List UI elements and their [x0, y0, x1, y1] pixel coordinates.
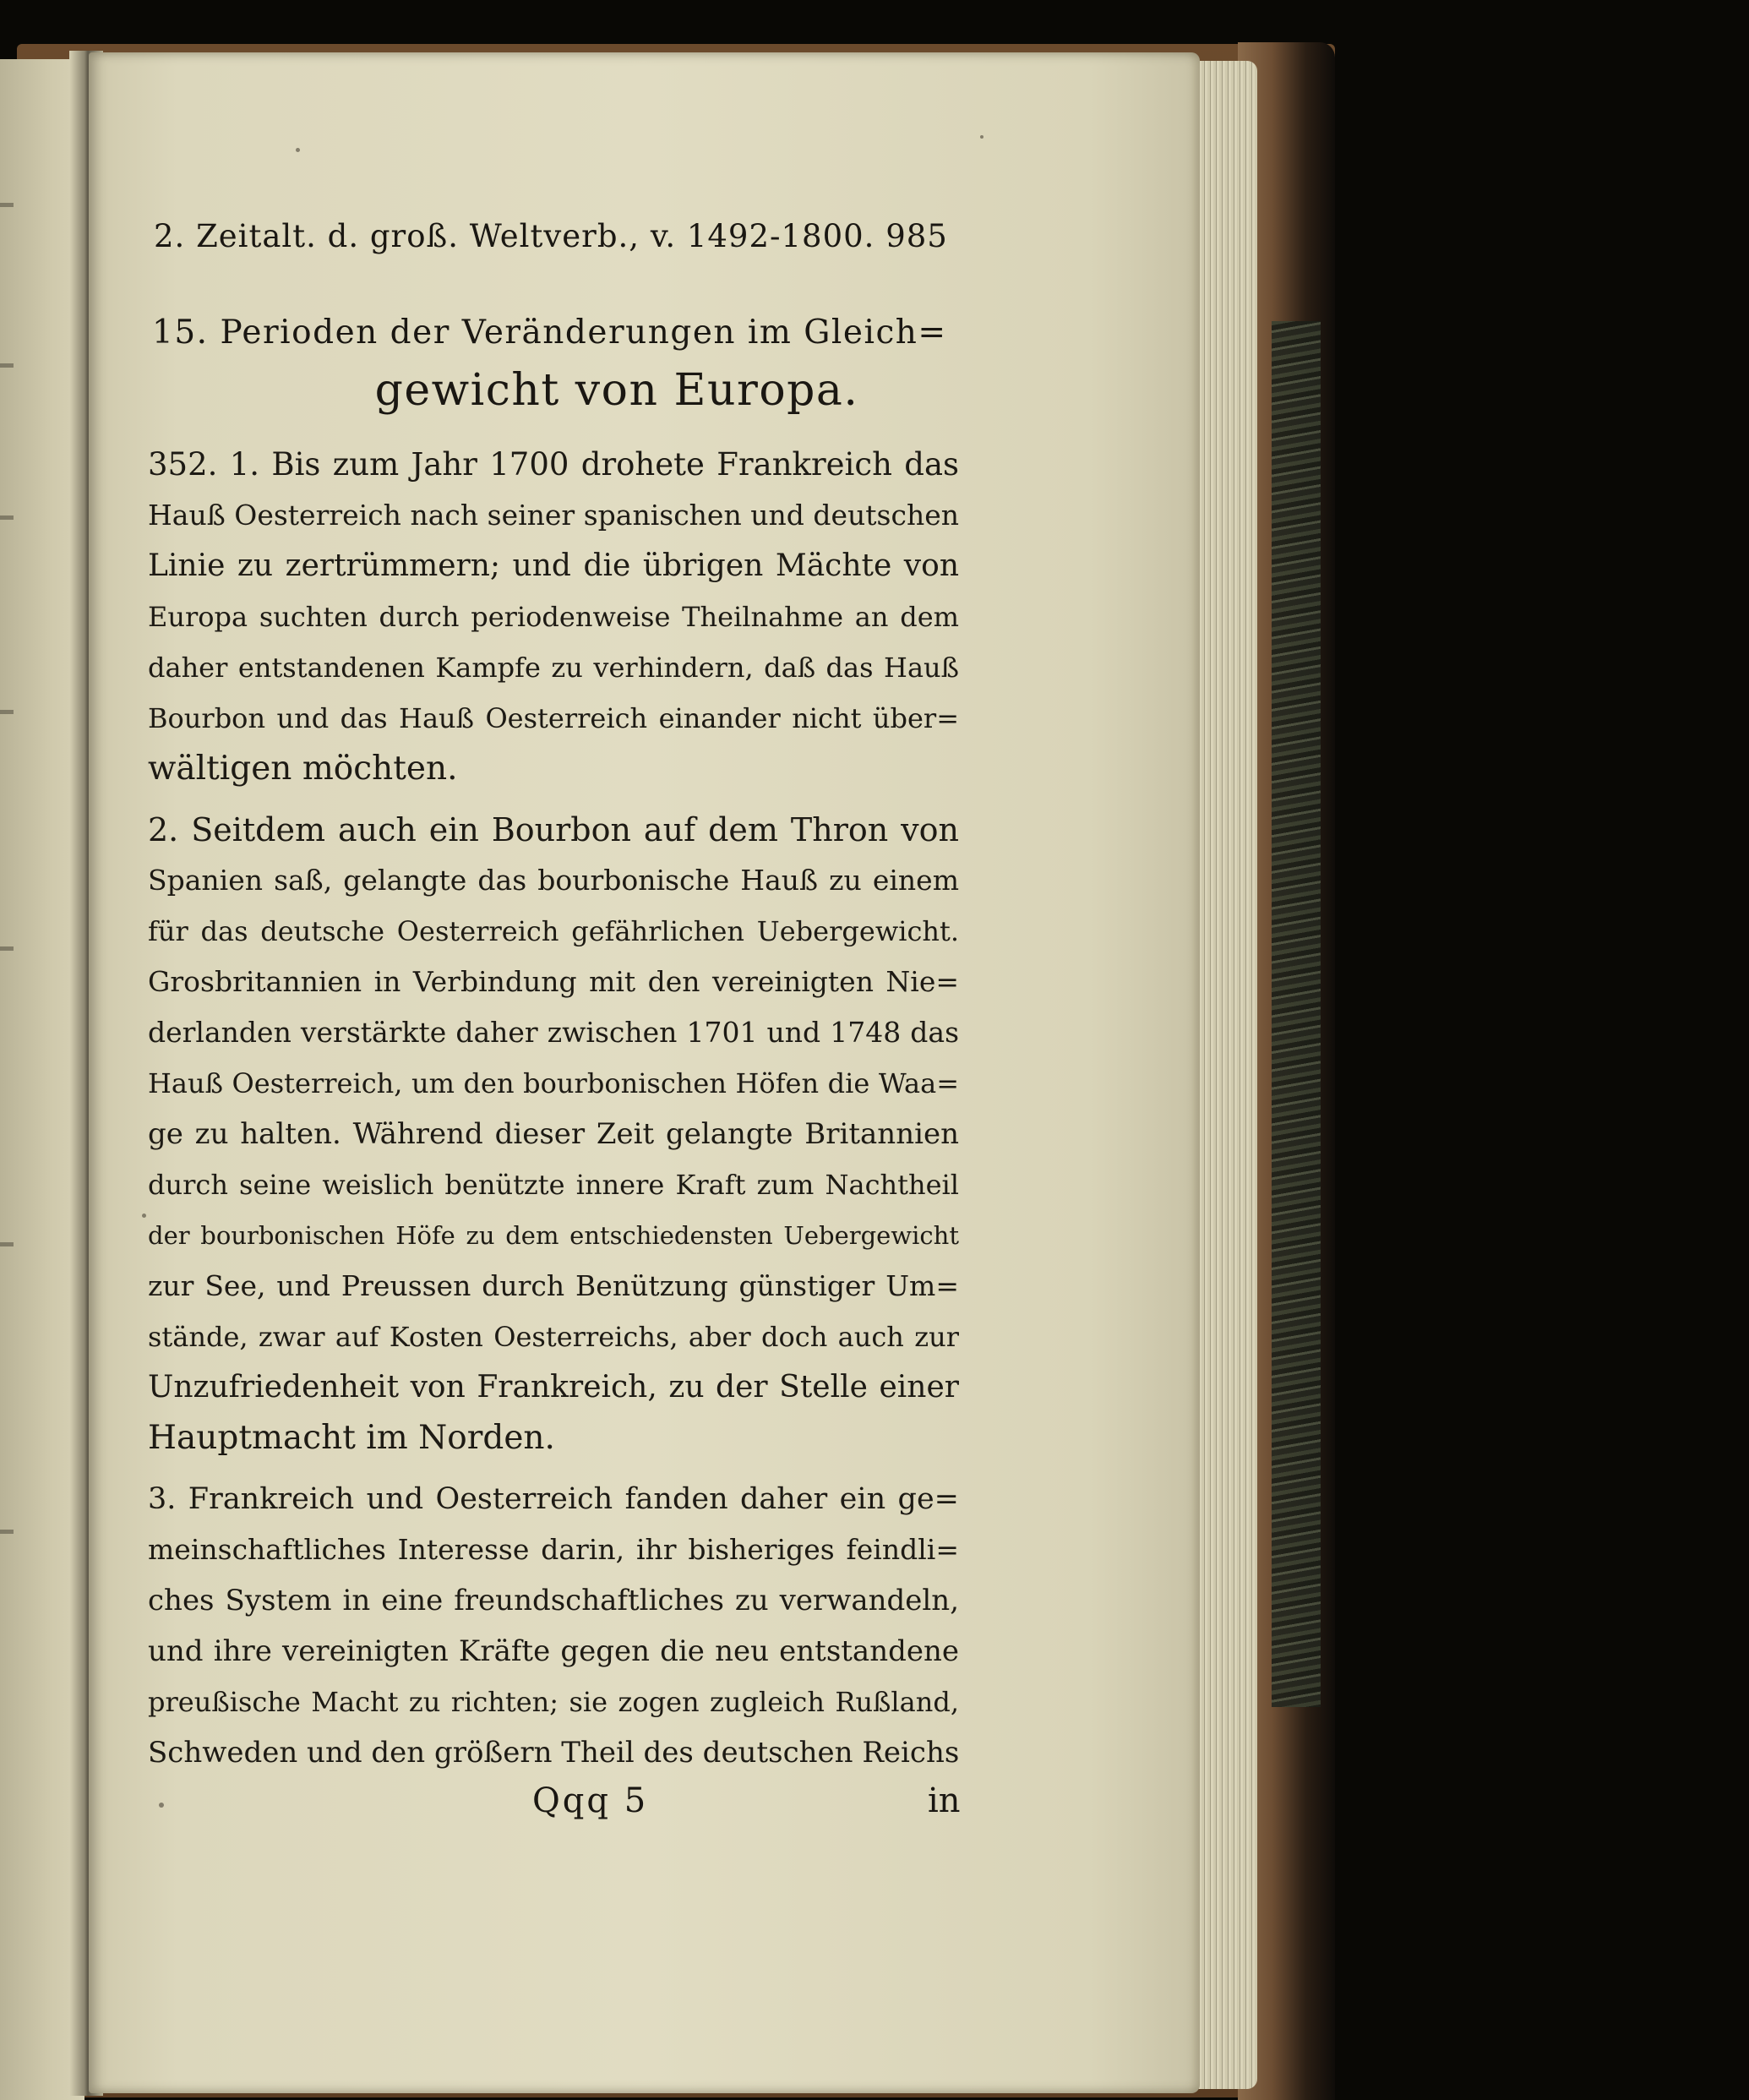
section-title — [152, 304, 963, 419]
section-title-line-1: 15. Perioden der Veränderungen im Gleich= — [152, 314, 947, 352]
catchword: in — [928, 1781, 961, 1820]
body-text — [148, 439, 959, 1778]
text-line: 3. Frankreich und Oesterreich fanden daher ein ge= — [148, 1482, 959, 1516]
text-line: 352. 1. Bis zum Jahr 1700 drohete Frankreich das — [148, 446, 959, 483]
text-line: daher entstandenen Kampfe zu verhindern, daß das Hauß — [148, 652, 959, 684]
text-line: stände, zwar auf Kosten Oesterreichs, aber doch auch zur — [148, 1321, 959, 1353]
running-head: 2. Zeitalt. d. groß. Weltverb., v. 1492-1800. 985 — [154, 218, 948, 254]
section-title-line-2: gewicht von Europa. — [374, 365, 859, 416]
page-edges — [1190, 61, 1257, 2089]
text-line: Europa suchten durch periodenweise Theilnahme an dem — [148, 601, 959, 633]
text-line: Linie zu zertrümmern; und die übrigen Mächte von — [148, 548, 959, 583]
text-line: derlanden verstärkte daher zwischen 1701 und 1748 das — [148, 1016, 959, 1049]
text-line: Unzufriedenheit von Frankreich, zu der Stelle einer — [148, 1370, 959, 1405]
text-line: zur See, und Preussen durch Benützung günstiger Um= — [148, 1269, 959, 1302]
text-line: Schweden und den größern Theil des deutschen Reichs — [148, 1736, 959, 1770]
text-line: meinschaftliches Interesse darin, ihr bisheriges feindli= — [148, 1533, 959, 1566]
paragraph — [148, 439, 959, 794]
section-number: 15. — [152, 314, 209, 352]
text-line: der bourbonischen Höfe zu dem entschiedensten Uebergewicht — [148, 1221, 959, 1250]
text-line: ge zu halten. Während dieser Zeit gelangte Britannien — [148, 1117, 959, 1151]
text-line: und ihre vereinigten Kräfte gegen die neu entstandene — [148, 1634, 959, 1668]
text-line: für das deutsche Oesterreich gefährlichen Uebergewicht. — [148, 915, 959, 947]
text-line: Hauß Oesterreich, um den bourbonischen Höfen die Waa= — [148, 1067, 959, 1099]
text-line: Hauß Oesterreich nach seiner spanischen und deutschen — [148, 499, 959, 532]
paragraph — [148, 1474, 959, 1778]
text-line: Spanien saß, gelangte das bourbonische Hauß zu einem — [148, 864, 959, 897]
signature-mark: Qqq 5 — [532, 1781, 649, 1820]
text-line: preußische Macht zu richten; sie zogen zugleich Rußland, — [148, 1686, 959, 1718]
text-line: 2. Seitdem auch ein Bourbon auf dem Thron von — [148, 811, 959, 848]
text-line: Hauptmacht im Norden. — [148, 1419, 555, 1457]
text-line: wältigen möchten. — [148, 750, 458, 788]
text-line: Bourbon und das Hauß Oesterreich einander nicht über= — [148, 702, 959, 734]
paragraph — [148, 805, 959, 1464]
text-line: durch seine weislich benützte innere Kraft zum Nachtheil — [148, 1169, 959, 1201]
marbled-board — [1272, 321, 1321, 1707]
text-line: ches System in eine freundschaftliches zu verwandeln, — [148, 1584, 959, 1617]
text-line: Grosbritannien in Verbindung mit den vereinigten Nie= — [148, 965, 959, 998]
